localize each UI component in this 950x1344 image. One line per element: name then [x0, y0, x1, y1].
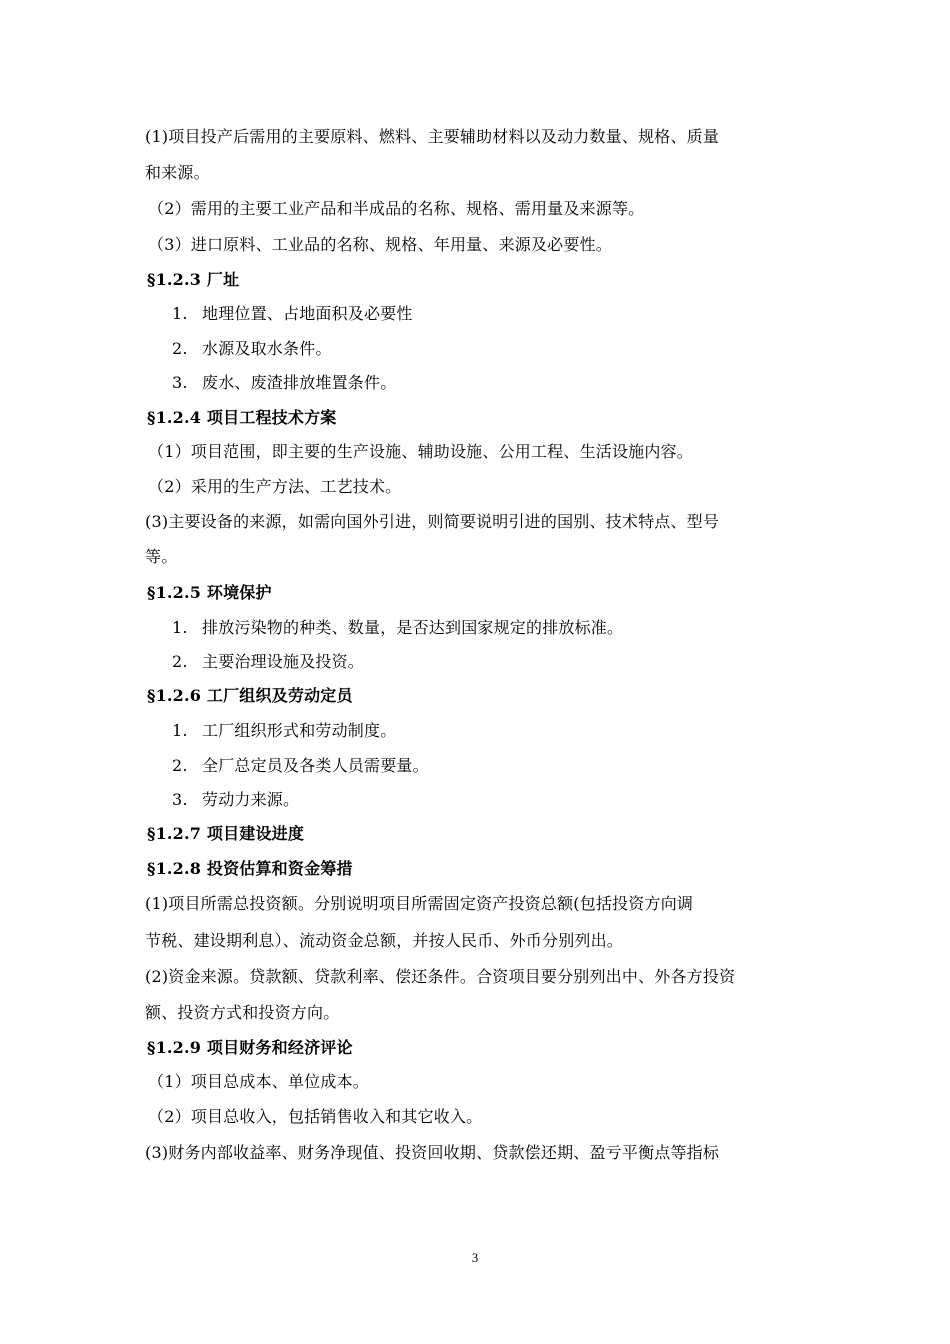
- paragraph: （2）项目总收入，包括销售收入和其它收入。: [148, 1107, 483, 1126]
- paragraph-2: （2）需用的主要工业产品和半成品的名称、规格、需用量及来源等。: [148, 199, 645, 218]
- list-item-text: 地理位置、占地面积及必要性: [202, 304, 413, 323]
- paragraph-1-line-1: (1)项目投产后需用的主要原料、燃料、主要辅助材料以及动力数量、规格、质量: [145, 127, 720, 146]
- paragraph: （1）项目范围，即主要的生产设施、辅助设施、公用工程、生活设施内容。: [148, 442, 693, 461]
- list-item-text: 劳动力来源。: [202, 790, 300, 809]
- paragraph: （1）项目总成本、单位成本。: [148, 1072, 369, 1091]
- page-number: 3: [471, 1250, 479, 1265]
- list-item-text: 水源及取水条件。: [202, 339, 332, 358]
- list-item-number: 3.: [172, 790, 188, 809]
- list-item-number: 2.: [172, 652, 188, 671]
- list-item-text: 全厂总定员及各类人员需要量。: [202, 756, 429, 775]
- paragraph-line: (2)资金来源。贷款额、贷款利率、偿还条件。合资项目要分别列出中、外各方投资: [145, 967, 736, 986]
- paragraph-line: (1)项目所需总投资额。分别说明项目所需固定资产投资总额(包括投资方向调: [145, 894, 694, 913]
- list-item-number: 1.: [172, 721, 188, 740]
- section-heading-1-2-5: §1.2.5 环境保护: [147, 583, 272, 602]
- list-item-text: 主要治理设施及投资。: [202, 652, 365, 671]
- paragraph-line: 额、投资方式和投资方向。: [145, 1003, 340, 1022]
- list-item-number: 3.: [172, 373, 188, 392]
- paragraph-line: (3)财务内部收益率、财务净现值、投资回收期、贷款偿还期、盈亏平衡点等指标: [145, 1143, 720, 1162]
- list-item: [172, 721, 837, 741]
- section-heading-1-2-3: §1.2.3 厂址: [147, 270, 240, 289]
- list-item-number: 2.: [172, 756, 188, 775]
- list-item-number: 2.: [172, 339, 188, 358]
- paragraph-3: （3）进口原料、工业品的名称、规格、年用量、来源及必要性。: [148, 235, 612, 254]
- section-heading-1-2-4: §1.2.4 项目工程技术方案: [147, 408, 337, 427]
- section-heading-1-2-6: §1.2.6 工厂组织及劳动定员: [147, 686, 353, 705]
- paragraph-line: 等。: [145, 547, 178, 566]
- list-item: [172, 373, 837, 393]
- list-item-text: 废水、废渣排放堆置条件。: [202, 373, 397, 392]
- section-heading-1-2-9: §1.2.9 项目财务和经济评论: [147, 1038, 353, 1057]
- list-item: [172, 756, 837, 776]
- paragraph-line: (3)主要设备的来源，如需向国外引进，则简要说明引进的国别、技术特点、型号: [145, 512, 720, 531]
- list-item-text: 排放污染物的种类、数量，是否达到国家规定的排放标准。: [202, 618, 624, 637]
- section-heading-1-2-8: §1.2.8 投资估算和资金筹措: [147, 859, 353, 878]
- list-item: [172, 618, 837, 638]
- list-item-number: 1.: [172, 618, 188, 637]
- list-item: [172, 339, 837, 359]
- paragraph-1-line-2: 和来源。: [145, 163, 210, 182]
- list-item-number: 1.: [172, 304, 188, 323]
- paragraph-line: 节税、建设期利息）、流动资金总额，并按人民币、外币分别列出。: [145, 931, 624, 950]
- list-item: [172, 790, 837, 810]
- list-item: [172, 652, 837, 672]
- section-heading-1-2-7: §1.2.7 项目建设进度: [147, 824, 305, 843]
- list-item-text: 工厂组织形式和劳动制度。: [202, 721, 397, 740]
- list-item: [172, 304, 837, 324]
- paragraph: （2）采用的生产方法、工艺技术。: [148, 477, 402, 496]
